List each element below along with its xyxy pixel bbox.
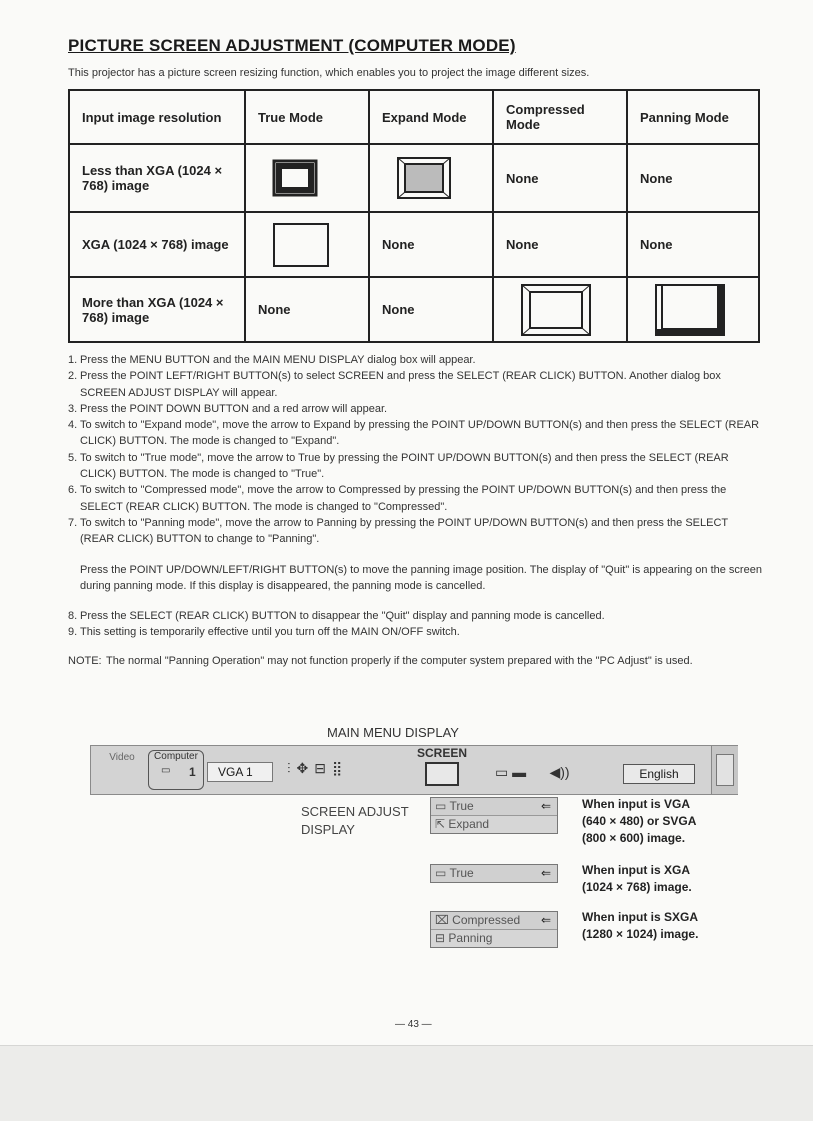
list-item: 2. Press the POINT LEFT/RIGHT BUTTON(s) to select SCREEN and press the SELECT (REAR CLICK) BUTTON. Another dialog box SCREEN ADJUST DISPLAY will appear. <box>68 370 721 399</box>
modes-table <box>68 89 760 343</box>
table-header-row <box>69 90 759 144</box>
table-row <box>69 212 759 277</box>
compressed-icon: ⌧ <box>435 913 453 927</box>
main-menu-bar <box>90 745 738 795</box>
image-icon: ⊟ <box>314 760 332 776</box>
screen-label: SCREEN <box>417 746 468 760</box>
table-cell: None <box>245 277 369 342</box>
small-image-icon <box>272 159 318 197</box>
video-menu-item[interactable]: Video <box>109 752 135 763</box>
scroll-thumb[interactable] <box>716 754 734 786</box>
option-expand[interactable]: ⇱ Expand <box>431 815 557 833</box>
arrow-icon: ⇐ <box>540 799 551 813</box>
vga-source-field[interactable]: VGA 1 <box>207 762 273 782</box>
list-item: 1. Press the MENU BUTTON and the MAIN MENU DISPLAY dialog box will appear. <box>68 354 476 366</box>
table-row <box>69 144 759 212</box>
instructions <box>68 352 762 669</box>
arrow-icon: ⇐ <box>540 866 551 880</box>
table-cell: None <box>493 212 627 277</box>
expand-mode-diagram <box>369 144 493 212</box>
header-cell: True Mode <box>245 90 369 144</box>
row-label: Less than XGA (1024 × 768) image <box>69 144 245 212</box>
list-item: 9. This setting is temporarily effective until you turn off the MAIN ON/OFF switch. <box>68 626 460 639</box>
expand-icon: ⇱ <box>435 817 449 831</box>
list-item: 5. To switch to "True mode", move the arrow to True by pressing the POINT UP/DOWN BUTTON(s) and then press the SELECT (REAR CLICK) BUTTON. The mode is changed to "True". <box>68 451 729 481</box>
expanded-image-icon <box>396 156 452 200</box>
screen-adjust-label: SCREEN ADJUST DISPLAY <box>301 804 409 837</box>
table-cell: None <box>627 212 759 277</box>
header-cell: Panning Mode <box>627 90 759 144</box>
table-cell: None <box>369 277 493 342</box>
scrollbar[interactable] <box>711 746 738 794</box>
compressed-mode-diagram <box>493 277 627 342</box>
sxga-note: When input is SXGA (1280 × 1024) image. <box>582 910 699 941</box>
list-item: 8. Press the SELECT (REAR CLICK) BUTTON to disappear the "Quit" display and panning mode is cancelled. <box>68 610 605 623</box>
vga-note: When input is VGA (640 × 480) or SVGA (800 × 600) image. <box>582 797 697 845</box>
header-cell: Compressed Mode <box>493 90 627 144</box>
page-edge <box>0 1045 813 1121</box>
adjust-icon: ⫶ <box>287 760 297 776</box>
header-cell: Input image resolution <box>69 90 245 144</box>
menu-icons-right[interactable] <box>495 764 570 781</box>
table-cell: None <box>369 212 493 277</box>
table-cell: None <box>627 144 759 212</box>
list-item: 7. To switch to "Panning mode", move the arrow to Panning by pressing the POINT UP/DOWN BUTTON(s) and then press the SELECT (REAR CLICK) BUTTON to change to "Panning". <box>68 516 728 546</box>
screen-adjust-box-xga <box>430 864 558 883</box>
true-mode-diagram <box>245 144 369 212</box>
list-item: 3. Press the POINT DOWN BUTTON and a red arrow will appear. <box>68 402 388 415</box>
note: NOTE: The normal "Panning Operation" may not function properly if the computer system prepared with the "PC Adjust" is used. <box>68 654 693 667</box>
computer-menu-item[interactable]: Computer ▭ 1 <box>148 750 204 790</box>
screen-adjust-box-vga <box>430 797 558 834</box>
list-item: 4. To switch to "Expand mode", move the arrow to Expand by pressing the POINT UP/DOWN BUTTON(s) and then press the SELECT (REAR CLICK) BUTTON. The mode is changed to "Expand". <box>68 419 760 448</box>
option-panning[interactable]: ⊟ Panning <box>431 929 557 947</box>
projector-icon: ▬ <box>512 764 527 780</box>
arrow-icon: ⇐ <box>540 913 551 927</box>
xga-note: When input is XGA (1024 × 768) image. <box>582 863 692 894</box>
menu-icons[interactable] <box>287 760 348 777</box>
main-menu-title: MAIN MENU DISPLAY <box>327 725 459 740</box>
full-image-icon <box>272 222 330 268</box>
true-mode-diagram <box>245 212 369 277</box>
table-cell: None <box>493 144 627 212</box>
monitor-icon: ▭ <box>161 765 171 776</box>
row-label: More than XGA (1024 × 768) image <box>69 277 245 342</box>
panning-image-icon <box>654 283 726 337</box>
language-field[interactable]: English <box>623 764 695 784</box>
screen-icon[interactable] <box>425 762 459 786</box>
screen-adjust-box-sxga <box>430 911 558 948</box>
row-label: XGA (1024 × 768) image <box>69 212 245 277</box>
panning-paragraph: Press the POINT UP/DOWN/LEFT/RIGHT BUTTON(s) to move the panning image position. The display of "Quit" is appearing on the screen during panning mode. If this display is disappeared, the panning mode is cancelled. <box>80 563 762 592</box>
sound-icon: ◀)) <box>549 764 570 780</box>
option-true[interactable]: ▭ True ⇐ <box>431 798 557 815</box>
intro-text: This projector has a picture screen resizing function, which enables you to project the image different sizes. <box>68 67 590 79</box>
table-row <box>69 277 759 342</box>
list-item: 6. To switch to "Compressed mode", move the arrow to Compressed by pressing the POINT UP/DOWN BUTTON(s) and then press the SELECT (REAR CLICK) BUTTON. The mode is changed to "Compressed". <box>68 484 727 513</box>
true-icon: ▭ <box>435 866 450 880</box>
option-true[interactable]: ▭ True ⇐ <box>431 865 557 882</box>
option-compressed[interactable]: ⌧ Compressed ⇐ <box>431 912 557 929</box>
panning-icon: ⊟ <box>435 931 449 945</box>
pattern-icon: ⣿ <box>331 760 349 776</box>
panning-mode-diagram <box>627 277 759 342</box>
page-title: PICTURE SCREEN ADJUSTMENT (COMPUTER MODE) <box>68 36 516 55</box>
window-icon: ▭ <box>495 764 509 780</box>
page-number: — 43 — <box>395 1019 432 1030</box>
true-icon: ▭ <box>435 799 450 813</box>
compressed-image-icon <box>520 283 592 337</box>
header-cell: Expand Mode <box>369 90 493 144</box>
position-icon: ✥ <box>296 760 315 776</box>
